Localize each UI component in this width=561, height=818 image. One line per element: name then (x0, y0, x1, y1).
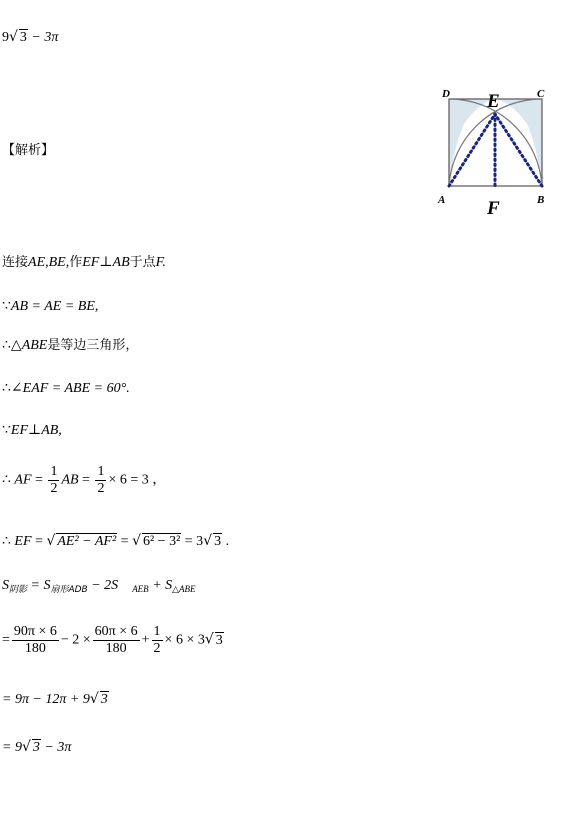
step-math: EAF = ABE = 60°. (22, 381, 130, 396)
therefore-symbol: ∴ (2, 472, 15, 488)
numerator: 1 (97, 464, 105, 479)
answer-coef: 9 (2, 30, 9, 45)
radical-sign: √ (204, 631, 214, 648)
step-math: = 9π − 12π + 9 (2, 692, 90, 707)
answer-radicand: 3 (19, 30, 27, 45)
step-connect (2, 254, 166, 272)
label-e: E (487, 91, 500, 112)
label-f: F (487, 198, 500, 216)
step-math: = S (27, 578, 51, 593)
step-math: + S (148, 578, 173, 593)
denominator: 180 (24, 641, 46, 656)
step-math: AB (61, 472, 79, 488)
answer-rest: − 3π (27, 30, 59, 45)
radicand: 3 (100, 692, 108, 707)
step-math: × 6 = 3 ， (108, 472, 167, 488)
because-symbol: ∵ (2, 299, 11, 314)
denominator: 2 (50, 481, 58, 496)
step-math: = (2, 632, 10, 648)
radical-sign: √ (21, 739, 31, 755)
step-math: = (78, 472, 94, 488)
radical-sign: √ (203, 533, 213, 549)
subscript: 扇形ADB (50, 585, 88, 595)
step-final-answer (2, 738, 71, 757)
subscript: △ABE (172, 584, 196, 594)
numerator: 1 (50, 464, 58, 479)
step-math: + (141, 632, 150, 648)
radicand: 6² − 3² (142, 534, 181, 549)
step-ef (2, 532, 229, 551)
step-area-substitute (2, 624, 224, 657)
step-math: AB = AE = BE, (10, 299, 99, 314)
radicand: 3 (32, 740, 40, 755)
numerator: 1 (153, 624, 161, 639)
step-math: EF (14, 534, 32, 549)
radicand: AE² − AF² (57, 534, 117, 549)
step-math: = 3 (181, 534, 204, 549)
step-math: F. (155, 255, 166, 270)
denominator: 2 (153, 641, 161, 656)
fraction (12, 624, 59, 657)
step-simplify (2, 690, 109, 709)
step-area-formula (2, 577, 196, 599)
step-math: = (31, 534, 47, 549)
fraction (48, 464, 59, 497)
step-text: 作 (69, 255, 83, 270)
step-math: − 2S (87, 578, 119, 593)
subscript: AEB (132, 584, 149, 594)
step-math: × 6 × 3 (164, 632, 205, 648)
step-math: . (222, 534, 230, 549)
therefore-symbol: ∴ (2, 534, 15, 549)
numerator: 60π × 6 (94, 624, 138, 639)
step-equal-sides (2, 298, 98, 316)
label-d: D (442, 88, 450, 100)
radical-sign: √ (89, 691, 99, 707)
radical-sign: √ (132, 533, 141, 549)
step-math: − 3π (40, 740, 72, 755)
therefore-symbol: ∴∠ (2, 381, 23, 396)
step-text: 于点 (129, 255, 156, 270)
label-a: A (438, 194, 446, 206)
fraction (95, 464, 106, 497)
step-text: 连接 (2, 255, 29, 270)
geometry-figure (436, 86, 556, 216)
label-b: B (537, 194, 545, 206)
radical-sign: √ (9, 29, 18, 45)
radical-sign: √ (46, 533, 56, 549)
step-math: S (2, 578, 9, 593)
answer-line (2, 28, 58, 47)
step-equilateral (2, 337, 138, 355)
label-c: C (537, 88, 545, 100)
step-math: − 2 × (60, 632, 91, 648)
shaded-region-left (449, 99, 493, 186)
numerator: 90π × 6 (13, 624, 57, 639)
because-symbol: ∵ (2, 423, 11, 438)
step-math: = (31, 472, 47, 488)
radicand: 3 (214, 534, 222, 549)
therefore-symbol: ∴△ (2, 338, 22, 353)
step-math: EF⊥AB, (10, 423, 62, 438)
step-math: AF (14, 472, 32, 488)
denominator: 2 (97, 481, 105, 496)
step-math: EF⊥AB (82, 255, 130, 270)
step-math: AE,BE, (28, 255, 70, 270)
step-math: = (117, 534, 133, 549)
fraction (93, 624, 140, 657)
shaded-region-right (498, 99, 542, 186)
step-af (2, 464, 166, 497)
radicand: 3 (215, 632, 223, 648)
step-perpendicular (2, 422, 62, 440)
denominator: 180 (105, 641, 127, 656)
step-text: 是等边三角形， (47, 338, 139, 353)
step-math: ABE (21, 338, 48, 353)
subscript: 阴影 (9, 585, 28, 595)
section-label: 【解析】 (2, 143, 55, 158)
fraction (152, 624, 163, 657)
step-math: = 9 (2, 740, 22, 755)
step-angle (2, 380, 130, 398)
